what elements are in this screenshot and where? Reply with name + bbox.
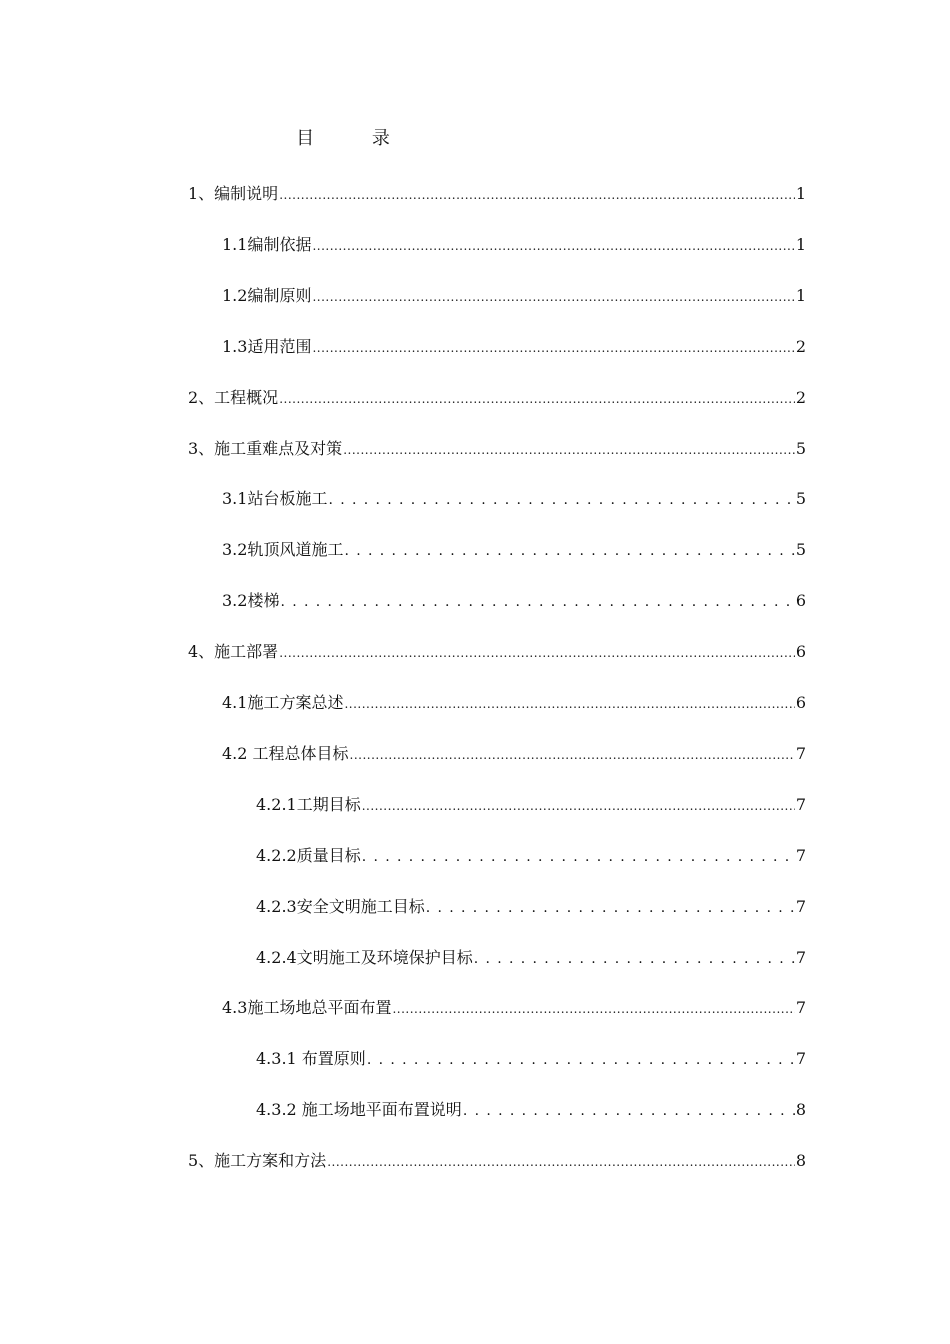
toc-entry-label: 1.1编制依据 xyxy=(222,234,312,254)
toc-entry-page-number: 6 xyxy=(795,591,806,611)
toc-dot-leader xyxy=(327,1151,795,1171)
toc-dot-leader xyxy=(328,489,794,509)
toc-entry-page-number: 7 xyxy=(795,845,806,865)
toc-entry[interactable] xyxy=(188,172,806,204)
toc-entry-page-number: 1 xyxy=(795,285,806,305)
toc-dot-leader xyxy=(343,439,795,459)
toc-entry-label: 4.2 工程总体目标 xyxy=(222,743,349,763)
toc-entry-label: 1.2编制原则 xyxy=(222,285,312,305)
toc-entry[interactable] xyxy=(222,477,806,509)
toc-entry[interactable] xyxy=(222,528,806,560)
toc-entry-page-number: 8 xyxy=(795,1100,806,1120)
toc-entry-label: 3.2轨顶风道施工 xyxy=(222,540,344,560)
toc-entry[interactable] xyxy=(222,325,806,357)
toc-dot-leader xyxy=(362,795,795,815)
toc-dot-leader xyxy=(426,897,795,917)
toc-entry-label: 2、工程概况 xyxy=(188,387,279,407)
toc-dot-leader xyxy=(312,286,794,306)
toc-entry-label: 4.2.3安全文明施工目标 xyxy=(256,896,425,916)
toc-entry[interactable] xyxy=(188,1139,806,1171)
toc-entry-label: 4.2.2质量目标 xyxy=(256,845,361,865)
toc-dot-leader xyxy=(344,693,794,713)
toc-entry-label: 5、施工方案和方法 xyxy=(188,1151,327,1171)
toc-entry-label: 4.2.4文明施工及环境保护目标 xyxy=(256,947,473,967)
toc-entry-label: 4.3.1 布置原则 xyxy=(256,1049,366,1069)
toc-entry[interactable] xyxy=(256,1037,806,1069)
toc-entry[interactable] xyxy=(222,681,806,713)
toc-entry-page-number: 2 xyxy=(795,336,806,356)
toc-entry-label: 4、施工部署 xyxy=(188,642,279,662)
toc-entry[interactable] xyxy=(222,223,806,255)
toc-entry-label: 4.2.1工期目标 xyxy=(256,794,361,814)
toc-entry-label: 3、施工重难点及对策 xyxy=(188,438,343,458)
toc-dot-leader xyxy=(279,388,795,408)
toc-entry[interactable] xyxy=(256,1088,806,1120)
toc-entry[interactable] xyxy=(222,579,806,611)
toc-entry[interactable] xyxy=(256,936,806,968)
toc-title: 目 录 xyxy=(296,128,416,149)
toc-entry-page-number: 1 xyxy=(795,184,806,203)
toc-entry-page-number: 7 xyxy=(795,998,806,1018)
toc-dot-leader xyxy=(350,744,795,764)
toc-dot-leader xyxy=(312,235,794,255)
toc-entry-page-number: 5 xyxy=(795,489,806,509)
toc-entry[interactable] xyxy=(222,732,806,764)
toc-dot-leader xyxy=(344,540,794,560)
toc-entry-page-number: 7 xyxy=(795,794,806,814)
toc-entry-page-number: 5 xyxy=(795,540,806,560)
toc-entry[interactable] xyxy=(188,630,806,662)
toc-entry-page-number: 7 xyxy=(795,743,806,763)
toc-entry-label: 1、编制说明 xyxy=(188,184,279,203)
toc-dot-leader xyxy=(280,591,794,611)
toc-entry-page-number: 6 xyxy=(795,693,806,712)
toc-entry-page-number: 7 xyxy=(795,947,806,967)
toc-entry-page-number: 6 xyxy=(795,642,806,662)
toc-entry-label: 3.2楼梯 xyxy=(222,591,280,611)
toc-dot-leader xyxy=(474,948,795,968)
toc-entry[interactable] xyxy=(256,885,806,917)
toc-entry[interactable] xyxy=(256,834,806,866)
toc-dot-leader xyxy=(279,642,795,662)
toc-entry[interactable] xyxy=(188,376,806,408)
toc-entry-label: 1.3适用范围 xyxy=(222,336,312,356)
toc-entry-page-number: 7 xyxy=(795,896,806,916)
toc-entry-page-number: 5 xyxy=(795,438,806,458)
toc-entry[interactable] xyxy=(188,427,806,459)
toc-entry-page-number: 8 xyxy=(795,1151,806,1171)
toc-entry-label: 3.1站台板施工 xyxy=(222,489,328,509)
toc-entry-label: 4.3.2 施工场地平面布置说明 xyxy=(256,1100,462,1120)
toc-entry-page-number: 2 xyxy=(795,387,806,407)
toc-dot-leader xyxy=(279,184,795,204)
toc-dot-leader xyxy=(367,1049,795,1069)
toc-entry-label: 4.3施工场地总平面布置 xyxy=(222,998,392,1018)
toc-entry[interactable] xyxy=(222,986,806,1018)
toc-entry-page-number: 1 xyxy=(795,234,806,254)
toc-entry-page-number: 7 xyxy=(795,1049,806,1069)
toc-dot-leader xyxy=(392,998,794,1018)
toc-dot-leader xyxy=(463,1100,795,1120)
toc-entry-label: 4.1施工方案总述 xyxy=(222,693,344,712)
toc-dot-leader xyxy=(312,337,794,357)
toc-dot-leader xyxy=(362,846,795,866)
toc-entry[interactable] xyxy=(256,783,806,815)
toc-entry[interactable] xyxy=(222,274,806,306)
